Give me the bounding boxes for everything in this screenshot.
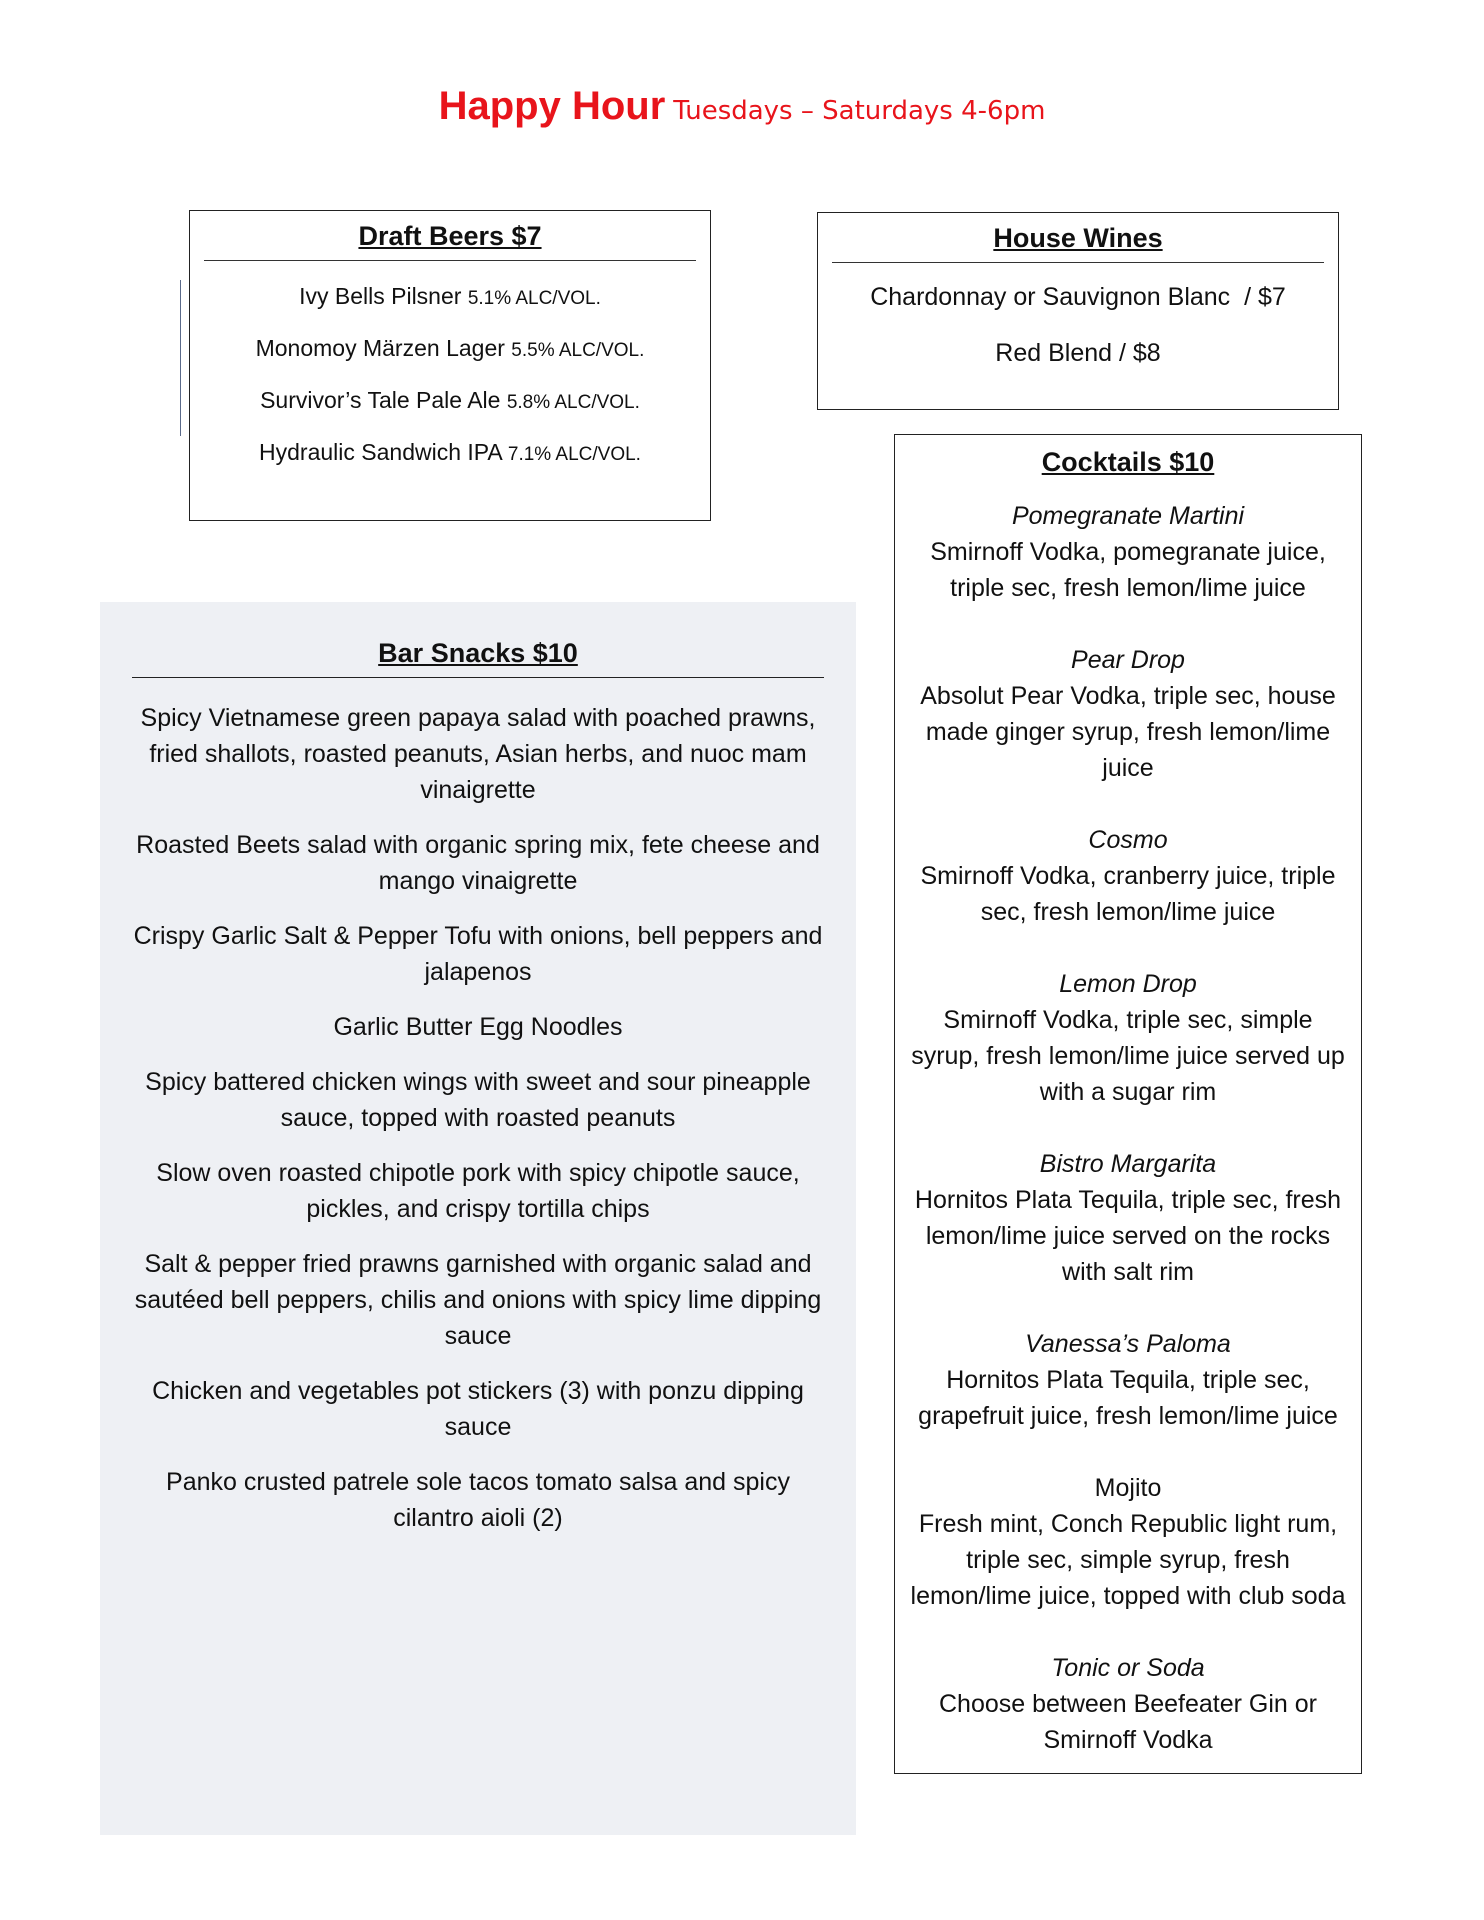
beer-list: [190, 281, 710, 489]
divider-line: [180, 280, 181, 436]
cocktail-item: [895, 1650, 1361, 1758]
snack-item: Chicken and vegetables pot stickers (3) with ponzu dipping sauce: [152, 1377, 804, 1441]
beer-item: [190, 281, 710, 333]
cocktail-description: Smirnoff Vodka, triple sec, simple syrup, fresh lemon/lime juice served up with a sugar rim: [911, 1006, 1345, 1106]
beer-abv: 5.5% ALC/VOL.: [511, 340, 645, 361]
heading-divider: [832, 262, 1324, 263]
snack-item: Panko crusted patrele sole tacos tomato salsa and spicy cilantro aioli (2): [166, 1468, 790, 1532]
cocktail-item: [895, 822, 1361, 930]
cocktail-description: Hornitos Plata Tequila, triple sec, fresh lemon/lime juice served on the rocks with salt rim: [914, 1186, 1342, 1286]
draft-beers-box: [189, 210, 711, 521]
snack-item: Roasted Beets salad with organic spring mix, fete cheese and mango vinaigrette: [136, 831, 820, 895]
happy-hour-schedule: Tuesdays – Saturdays 4-6pm: [673, 96, 1046, 126]
cocktail-list: [895, 498, 1361, 1758]
heading-divider: [204, 260, 696, 261]
beer-name: Ivy Bells Pilsner: [299, 283, 462, 309]
beer-name: Monomoy Märzen Lager: [255, 335, 505, 361]
cocktail-name: Cosmo: [1088, 826, 1168, 854]
cocktail-name: Tonic or Soda: [1051, 1654, 1205, 1682]
beer-name: Hydraulic Sandwich IPA: [259, 439, 502, 465]
bar-snacks-heading: Bar Snacks $10: [378, 638, 578, 668]
heading-divider: [132, 677, 824, 678]
cocktail-item: [895, 1470, 1361, 1614]
draft-beers-heading: Draft Beers $7: [358, 221, 542, 251]
snack-list: [100, 700, 856, 1536]
beer-item: [190, 385, 710, 437]
snack-item: Salt & pepper fried prawns garnished with organic salad and sautéed bell peppers, chilis and onions with spicy lime dipping sauce: [134, 1250, 822, 1350]
cocktail-description: Hornitos Plata Tequila, triple sec, grapefruit juice, fresh lemon/lime juice: [918, 1366, 1338, 1430]
beer-item: [190, 333, 710, 385]
beer-abv: 7.1% ALC/VOL.: [507, 444, 641, 465]
beer-abv: 5.1% ALC/VOL.: [467, 288, 601, 309]
snack-item: Crispy Garlic Salt & Pepper Tofu with onions, bell peppers and jalapenos: [133, 922, 823, 986]
wine-list: [818, 281, 1338, 393]
wine-item: Chardonnay or Sauvignon Blanc / $7: [870, 283, 1286, 311]
house-wines-box: [817, 212, 1339, 410]
snack-item: Spicy Vietnamese green papaya salad with poached prawns, fried shallots, roasted peanuts, Asian herbs, and nuoc mam vinaigrette: [140, 704, 816, 804]
cocktail-item: [895, 498, 1361, 606]
snack-item: Garlic Butter Egg Noodles: [333, 1013, 623, 1041]
cocktail-name: Vanessa’s Paloma: [1025, 1330, 1231, 1358]
snack-item: Spicy battered chicken wings with sweet and sour pineapple sauce, topped with roasted peanuts: [145, 1068, 811, 1132]
beer-abv: 5.8% ALC/VOL.: [506, 392, 640, 413]
bar-snacks-panel: [100, 602, 856, 1835]
beer-name: Survivor’s Tale Pale Ale: [260, 387, 501, 413]
cocktail-description: Absolut Pear Vodka, triple sec, house made ginger syrup, fresh lemon/lime juice: [920, 682, 1336, 782]
cocktail-description: Fresh mint, Conch Republic light rum, triple sec, simple syrup, fresh lemon/lime juice, topped with club soda: [910, 1510, 1346, 1610]
happy-hour-title: Happy Hour: [438, 84, 666, 128]
cocktails-box: [894, 434, 1362, 1774]
page-title: [0, 84, 1484, 129]
cocktail-item: [895, 642, 1361, 786]
beer-item: [190, 437, 710, 489]
cocktail-name: Bistro Margarita: [1039, 1150, 1217, 1178]
wine-item: Red Blend / $8: [995, 339, 1161, 367]
snack-item: Slow oven roasted chipotle pork with spicy chipotle sauce, pickles, and crispy tortilla chips: [156, 1159, 800, 1223]
cocktails-heading: Cocktails $10: [1041, 447, 1215, 477]
cocktail-item: [895, 1146, 1361, 1290]
cocktail-name: Pear Drop: [1071, 646, 1185, 674]
house-wines-heading: House Wines: [993, 223, 1163, 253]
cocktail-item: [895, 966, 1361, 1110]
cocktail-item: [895, 1326, 1361, 1434]
cocktail-name: Lemon Drop: [1059, 970, 1197, 998]
cocktail-name: Mojito: [1094, 1474, 1162, 1502]
cocktail-description: Smirnoff Vodka, cranberry juice, triple sec, fresh lemon/lime juice: [920, 862, 1336, 926]
cocktail-description: Choose between Beefeater Gin or Smirnoff Vodka: [938, 1690, 1317, 1754]
cocktail-name: Pomegranate Martini: [1011, 502, 1245, 530]
cocktail-description: Smirnoff Vodka, pomegranate juice, triple sec, fresh lemon/lime juice: [930, 538, 1326, 602]
